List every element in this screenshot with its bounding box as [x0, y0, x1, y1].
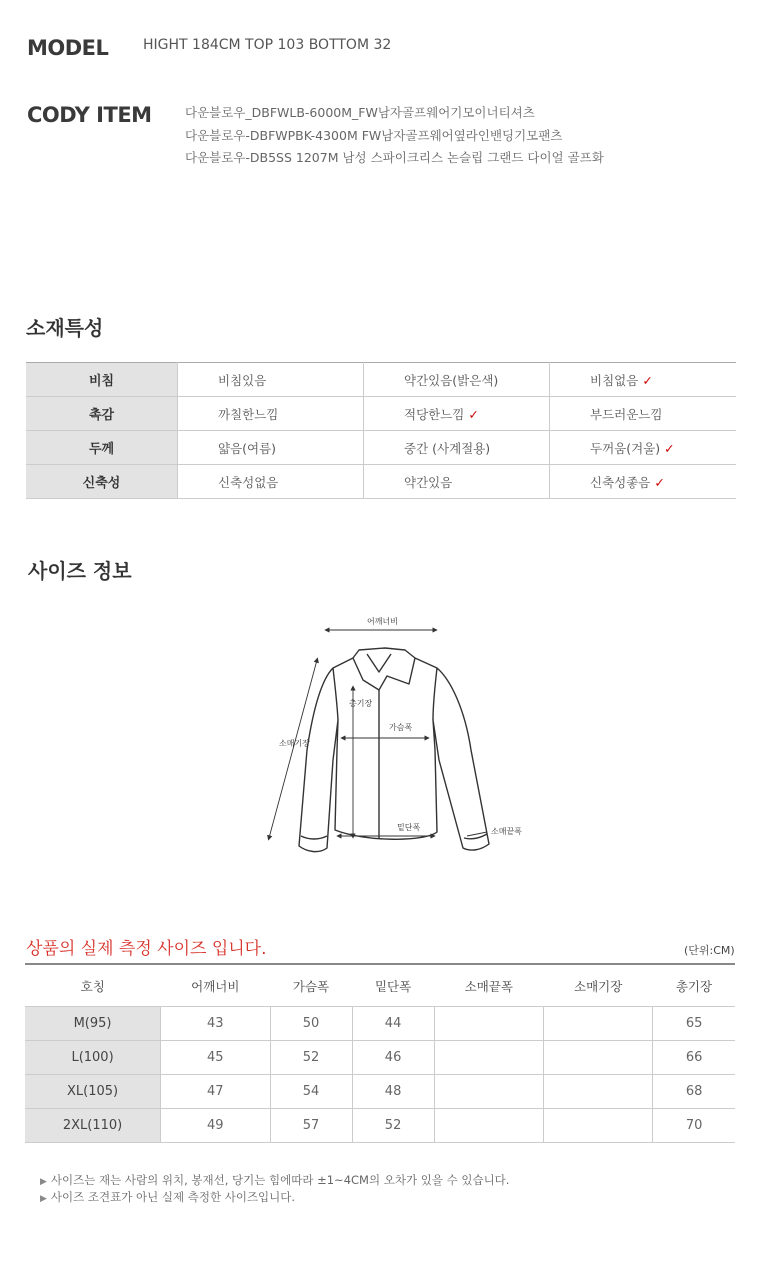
material-title: 소재특성: [26, 316, 104, 340]
material-row: [26, 465, 736, 499]
size-value-cell: [543, 1075, 652, 1109]
size-value-cell: [434, 1007, 543, 1041]
size-column-header: 밑단폭: [352, 964, 434, 1007]
check-icon: ✓: [468, 406, 479, 422]
size-column-header: 소매끝폭: [434, 964, 543, 1007]
size-value-cell: 65: [653, 1007, 735, 1041]
size-value-cell: 48: [352, 1075, 434, 1109]
size-value-cell: 50: [270, 1007, 352, 1041]
size-row: [25, 1007, 735, 1041]
diagram-label-shoulder: 어깨너비: [367, 617, 398, 626]
size-value-cell: [434, 1109, 543, 1143]
size-value-cell: [434, 1075, 543, 1109]
size-value-cell: [543, 1109, 652, 1143]
size-value-cell: 52: [270, 1041, 352, 1075]
size-value-cell: [543, 1041, 652, 1075]
material-option: 신축성없음: [178, 465, 364, 499]
material-row-label: 신축성: [26, 465, 178, 499]
size-label-cell: XL(105): [25, 1075, 161, 1109]
material-option: 약간있음: [364, 465, 550, 499]
cody-item: 다운블로우-DB5SS 1207M 남성 스파이크리스 논슬립 그랜드 다이얼 골프화: [185, 150, 604, 165]
note-line: ▶ 사이즈는 재는 사람의 위치, 봉재선, 당기는 힘에따라 ±1~4CM의 오차가 있을 수 있습니다.: [40, 1173, 510, 1187]
size-notes: [40, 1173, 509, 1207]
diagram-label-sleeve-length: 소매기장: [279, 739, 310, 748]
measure-note: 상품의 실제 측정 사이즈 입니다.: [26, 939, 267, 959]
diagram-label-hem: 밑단폭: [397, 823, 421, 832]
size-table: [25, 963, 735, 1143]
material-row-label: 두께: [26, 431, 178, 465]
size-row: [25, 1075, 735, 1109]
size-value-cell: 54: [270, 1075, 352, 1109]
size-value-cell: 70: [653, 1109, 735, 1143]
material-option: 신축성좋음 ✓: [550, 465, 737, 499]
size-value-cell: 45: [161, 1041, 270, 1075]
material-option: 까칠한느낌: [178, 397, 364, 431]
note-line: ▶ 사이즈 조견표가 아닌 실제 측정한 사이즈입니다.: [40, 1190, 296, 1204]
check-icon: ✓: [654, 474, 665, 490]
material-option: 비침있음: [178, 363, 364, 397]
material-option: 중간 (사계절용): [364, 431, 550, 465]
size-value-cell: 43: [161, 1007, 270, 1041]
diagram-label-chest: 가슴폭: [389, 723, 413, 732]
check-icon: ✓: [664, 440, 675, 456]
triangle-icon: ▶: [40, 1194, 47, 1204]
size-value-cell: 52: [352, 1109, 434, 1143]
cody-item-list: [185, 102, 604, 170]
size-value-cell: 68: [653, 1075, 735, 1109]
material-option: 두꺼움(겨울) ✓: [550, 431, 737, 465]
size-value-cell: 66: [653, 1041, 735, 1075]
model-label: MODEL: [27, 36, 109, 60]
material-option: 적당한느낌 ✓: [364, 397, 550, 431]
size-column-header: 호칭: [25, 964, 161, 1007]
cody-item-label: CODY ITEM: [27, 103, 152, 127]
material-row: [26, 397, 736, 431]
material-option: 얇음(여름): [178, 431, 364, 465]
material-row-label: 비침: [26, 363, 178, 397]
size-value-cell: [543, 1007, 652, 1041]
material-row: [26, 431, 736, 465]
size-column-header: 어깨너비: [161, 964, 270, 1007]
cody-item: 다운블로우_DBFWLB-6000M_FW남자골프웨어기모이너티셔츠: [185, 105, 535, 120]
size-value-cell: 49: [161, 1109, 270, 1143]
model-value: HIGHT 184CM TOP 103 BOTTOM 32: [143, 37, 392, 53]
size-label-cell: M(95): [25, 1007, 161, 1041]
size-row: [25, 1041, 735, 1075]
check-icon: ✓: [642, 372, 653, 388]
diagram-label-cuff: 소매끝폭: [491, 827, 522, 836]
material-row-label: 촉감: [26, 397, 178, 431]
cody-item: 다운블로우-DBFWPBK-4300M FW남자골프웨어옆라인밴딩기모팬츠: [185, 127, 563, 143]
size-value-cell: 46: [352, 1041, 434, 1075]
material-option: 비침없음 ✓: [550, 363, 737, 397]
size-column-header: 총기장: [653, 964, 735, 1007]
size-label-cell: L(100): [25, 1041, 161, 1075]
material-row: [26, 363, 736, 397]
size-column-header: 소매기장: [543, 964, 652, 1007]
diagram-label-total-length: 총기장: [349, 699, 373, 708]
shirt-outline: [299, 648, 489, 852]
material-option: 부드러운느낌: [550, 397, 737, 431]
unit-label: (단위:CM): [684, 944, 735, 957]
size-column-header: 가슴폭: [270, 964, 352, 1007]
material-option: 약간있음(밝은색): [364, 363, 550, 397]
material-table: [26, 362, 736, 499]
shirt-size-diagram: [255, 610, 535, 870]
size-value-cell: 44: [352, 1007, 434, 1041]
size-value-cell: 57: [270, 1109, 352, 1143]
size-value-cell: 47: [161, 1075, 270, 1109]
size-row: [25, 1109, 735, 1143]
triangle-icon: ▶: [40, 1177, 47, 1187]
size-value-cell: [434, 1041, 543, 1075]
size-label-cell: 2XL(110): [25, 1109, 161, 1143]
size-info-title: 사이즈 정보: [28, 559, 132, 583]
